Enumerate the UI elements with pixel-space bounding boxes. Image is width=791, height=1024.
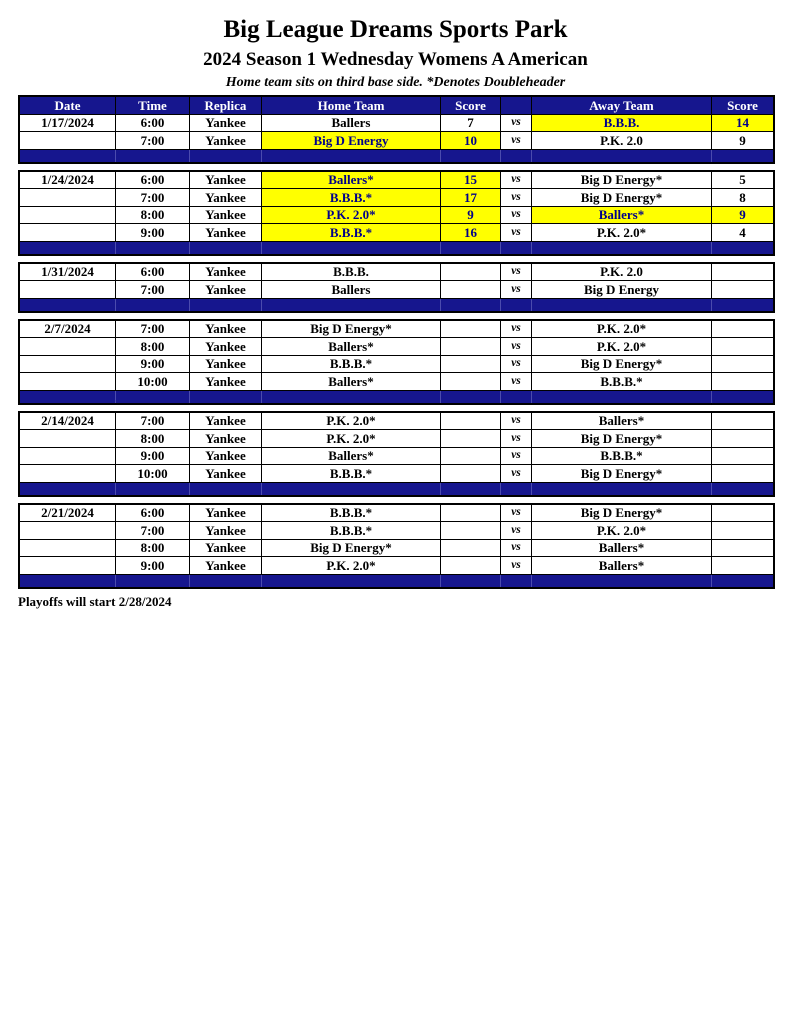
game-row xyxy=(20,413,773,431)
game-row xyxy=(20,430,773,448)
home-score-cell: 16 xyxy=(441,224,501,241)
game-row xyxy=(20,465,773,483)
away-team-cell: Big D Energy* xyxy=(532,465,712,482)
game-row xyxy=(20,281,773,299)
home-score-cell xyxy=(441,281,501,298)
game-row xyxy=(20,264,773,282)
replica-cell: Yankee xyxy=(190,281,262,298)
vs-label: vs xyxy=(501,448,532,465)
separator-cell xyxy=(532,391,712,403)
section-separator-row xyxy=(20,483,773,495)
separator-cell xyxy=(712,150,773,162)
away-score-cell: 9 xyxy=(712,207,773,224)
separator-cell xyxy=(712,391,773,403)
home-score-cell xyxy=(441,413,501,430)
vs-label: vs xyxy=(501,522,532,539)
separator-cell xyxy=(116,299,190,311)
separator-cell xyxy=(532,299,712,311)
replica-cell: Yankee xyxy=(190,465,262,482)
separator-cell xyxy=(712,299,773,311)
separator-cell xyxy=(262,150,441,162)
time-cell: 7:00 xyxy=(116,522,190,539)
time-cell: 10:00 xyxy=(116,373,190,390)
game-row xyxy=(20,505,773,523)
section-separator-row xyxy=(20,575,773,587)
away-team-cell: P.K. 2.0 xyxy=(532,264,712,281)
time-cell: 7:00 xyxy=(116,321,190,338)
away-score-cell: 4 xyxy=(712,224,773,241)
home-team-cell: Ballers xyxy=(262,115,441,132)
separator-cell xyxy=(262,391,441,403)
home-team-cell: Big D Energy* xyxy=(262,321,441,338)
away-score-cell xyxy=(712,557,773,574)
home-score-cell xyxy=(441,430,501,447)
replica-cell: Yankee xyxy=(190,189,262,206)
away-score-cell xyxy=(712,264,773,281)
page-title: Big League Dreams Sports Park xyxy=(223,16,568,43)
replica-cell: Yankee xyxy=(190,132,262,149)
home-team-cell: P.K. 2.0* xyxy=(262,207,441,224)
vs-label: vs xyxy=(501,264,532,281)
away-team-cell: P.K. 2.0* xyxy=(532,224,712,241)
date-cell: 2/21/2024 xyxy=(20,505,116,522)
away-score-cell xyxy=(712,505,773,522)
home-team-cell: Ballers* xyxy=(262,338,441,355)
home-team-cell: P.K. 2.0* xyxy=(262,430,441,447)
game-row xyxy=(20,540,773,558)
home-score-cell: 15 xyxy=(441,172,501,189)
schedule-section xyxy=(18,95,775,164)
date-cell: 1/17/2024 xyxy=(20,115,116,132)
game-row xyxy=(20,522,773,540)
col-header-home-score: Score xyxy=(441,97,501,114)
separator-cell xyxy=(262,242,441,254)
away-team-cell: B.B.B.* xyxy=(532,448,712,465)
separator-cell xyxy=(20,299,116,311)
date-cell xyxy=(20,465,116,482)
replica-cell: Yankee xyxy=(190,430,262,447)
date-cell xyxy=(20,356,116,373)
separator-cell xyxy=(501,150,532,162)
page-subtitle: 2024 Season 1 Wednesday Womens A American xyxy=(203,49,588,70)
away-score-cell xyxy=(712,540,773,557)
away-score-cell: 9 xyxy=(712,132,773,149)
away-team-cell: Ballers* xyxy=(532,540,712,557)
schedule-section xyxy=(18,503,775,589)
separator-cell xyxy=(441,483,501,495)
away-score-cell xyxy=(712,356,773,373)
time-cell: 9:00 xyxy=(116,224,190,241)
home-team-cell: B.B.B.* xyxy=(262,522,441,539)
away-score-cell xyxy=(712,465,773,482)
vs-label: vs xyxy=(501,557,532,574)
separator-cell xyxy=(262,483,441,495)
vs-label: vs xyxy=(501,505,532,522)
col-header-away-team: Away Team xyxy=(532,97,712,114)
schedule-section xyxy=(18,262,775,313)
home-team-note: Home team sits on third base side. *Denotes Doubleheader xyxy=(225,75,566,90)
time-cell: 6:00 xyxy=(116,115,190,132)
date-cell xyxy=(20,373,116,390)
section-separator-row xyxy=(20,242,773,254)
home-team-cell: B.B.B.* xyxy=(262,224,441,241)
replica-cell: Yankee xyxy=(190,448,262,465)
time-cell: 8:00 xyxy=(116,540,190,557)
vs-label: vs xyxy=(501,430,532,447)
separator-cell xyxy=(532,242,712,254)
away-score-cell xyxy=(712,321,773,338)
home-team-cell: Ballers xyxy=(262,281,441,298)
time-cell: 7:00 xyxy=(116,132,190,149)
col-header-away-score: Score xyxy=(712,97,773,114)
replica-cell: Yankee xyxy=(190,540,262,557)
playoffs-note: Playoffs will start 2/28/2024 xyxy=(18,593,172,609)
away-team-cell: Big D Energy xyxy=(532,281,712,298)
vs-label: vs xyxy=(501,207,532,224)
date-cell: 1/31/2024 xyxy=(20,264,116,281)
separator-cell xyxy=(116,242,190,254)
away-score-cell xyxy=(712,430,773,447)
vs-label: vs xyxy=(501,465,532,482)
home-team-cell: B.B.B.* xyxy=(262,356,441,373)
replica-cell: Yankee xyxy=(190,338,262,355)
separator-cell xyxy=(262,299,441,311)
separator-cell xyxy=(20,150,116,162)
separator-cell xyxy=(116,391,190,403)
home-score-cell xyxy=(441,356,501,373)
vs-label: vs xyxy=(501,281,532,298)
replica-cell: Yankee xyxy=(190,224,262,241)
away-score-cell xyxy=(712,413,773,430)
replica-cell: Yankee xyxy=(190,207,262,224)
date-cell xyxy=(20,132,116,149)
date-cell: 2/14/2024 xyxy=(20,413,116,430)
separator-cell xyxy=(190,575,262,587)
home-score-cell xyxy=(441,505,501,522)
date-cell xyxy=(20,540,116,557)
home-score-cell xyxy=(441,338,501,355)
game-row xyxy=(20,115,773,133)
replica-cell: Yankee xyxy=(190,505,262,522)
away-team-cell: Ballers* xyxy=(532,207,712,224)
separator-cell xyxy=(501,391,532,403)
away-team-cell: B.B.B.* xyxy=(532,373,712,390)
away-team-cell: Big D Energy* xyxy=(532,505,712,522)
separator-cell xyxy=(20,483,116,495)
away-team-cell: Big D Energy* xyxy=(532,356,712,373)
time-cell: 10:00 xyxy=(116,465,190,482)
separator-cell xyxy=(441,391,501,403)
game-row xyxy=(20,132,773,150)
col-header-vs xyxy=(501,97,532,114)
separator-cell xyxy=(441,299,501,311)
separator-cell xyxy=(501,299,532,311)
replica-cell: Yankee xyxy=(190,115,262,132)
separator-cell xyxy=(712,483,773,495)
separator-cell xyxy=(441,242,501,254)
away-team-cell: Big D Energy* xyxy=(532,189,712,206)
separator-cell xyxy=(190,150,262,162)
time-cell: 9:00 xyxy=(116,356,190,373)
vs-label: vs xyxy=(501,338,532,355)
vs-label: vs xyxy=(501,413,532,430)
time-cell: 6:00 xyxy=(116,264,190,281)
game-row xyxy=(20,207,773,225)
date-cell xyxy=(20,338,116,355)
away-team-cell: Big D Energy* xyxy=(532,430,712,447)
separator-cell xyxy=(190,483,262,495)
away-team-cell: Big D Energy* xyxy=(532,172,712,189)
home-score-cell xyxy=(441,540,501,557)
separator-cell xyxy=(501,575,532,587)
date-cell xyxy=(20,224,116,241)
separator-cell xyxy=(532,575,712,587)
vs-label: vs xyxy=(501,540,532,557)
date-cell: 2/7/2024 xyxy=(20,321,116,338)
col-header-date: Date xyxy=(20,97,116,114)
game-row xyxy=(20,338,773,356)
home-team-cell: B.B.B.* xyxy=(262,465,441,482)
home-score-cell xyxy=(441,373,501,390)
time-cell: 8:00 xyxy=(116,430,190,447)
game-row xyxy=(20,172,773,190)
home-score-cell: 7 xyxy=(441,115,501,132)
vs-label: vs xyxy=(501,132,532,149)
away-team-cell: B.B.B. xyxy=(532,115,712,132)
schedule-section xyxy=(18,319,775,405)
schedule-section xyxy=(18,170,775,256)
time-cell: 8:00 xyxy=(116,338,190,355)
section-separator-row xyxy=(20,150,773,162)
home-team-cell: Ballers* xyxy=(262,172,441,189)
schedule-table xyxy=(18,95,775,589)
separator-cell xyxy=(20,391,116,403)
date-cell xyxy=(20,281,116,298)
separator-cell xyxy=(712,575,773,587)
replica-cell: Yankee xyxy=(190,172,262,189)
separator-cell xyxy=(501,483,532,495)
table-header-row xyxy=(20,97,773,115)
section-separator-row xyxy=(20,391,773,403)
section-separator-row xyxy=(20,299,773,311)
date-cell xyxy=(20,448,116,465)
away-score-cell xyxy=(712,448,773,465)
home-team-cell: B.B.B. xyxy=(262,264,441,281)
replica-cell: Yankee xyxy=(190,413,262,430)
vs-label: vs xyxy=(501,172,532,189)
away-score-cell xyxy=(712,281,773,298)
separator-cell xyxy=(116,483,190,495)
home-score-cell xyxy=(441,465,501,482)
vs-label: vs xyxy=(501,321,532,338)
date-cell: 1/24/2024 xyxy=(20,172,116,189)
separator-cell xyxy=(712,242,773,254)
home-team-cell: Ballers* xyxy=(262,448,441,465)
away-score-cell xyxy=(712,338,773,355)
away-score-cell: 8 xyxy=(712,189,773,206)
game-row xyxy=(20,373,773,391)
replica-cell: Yankee xyxy=(190,522,262,539)
home-score-cell xyxy=(441,264,501,281)
game-row xyxy=(20,321,773,339)
away-score-cell: 14 xyxy=(712,115,773,132)
separator-cell xyxy=(20,242,116,254)
away-team-cell: P.K. 2.0* xyxy=(532,321,712,338)
schedule-section xyxy=(18,411,775,497)
time-cell: 9:00 xyxy=(116,557,190,574)
time-cell: 7:00 xyxy=(116,281,190,298)
game-row xyxy=(20,557,773,575)
date-cell xyxy=(20,522,116,539)
vs-label: vs xyxy=(501,373,532,390)
time-cell: 8:00 xyxy=(116,207,190,224)
separator-cell xyxy=(20,575,116,587)
separator-cell xyxy=(532,483,712,495)
separator-cell xyxy=(116,150,190,162)
home-team-cell: B.B.B.* xyxy=(262,189,441,206)
away-score-cell: 5 xyxy=(712,172,773,189)
replica-cell: Yankee xyxy=(190,557,262,574)
vs-label: vs xyxy=(501,224,532,241)
time-cell: 9:00 xyxy=(116,448,190,465)
replica-cell: Yankee xyxy=(190,356,262,373)
vs-label: vs xyxy=(501,356,532,373)
away-team-cell: P.K. 2.0 xyxy=(532,132,712,149)
home-score-cell: 9 xyxy=(441,207,501,224)
time-cell: 7:00 xyxy=(116,413,190,430)
away-team-cell: P.K. 2.0* xyxy=(532,522,712,539)
home-team-cell: P.K. 2.0* xyxy=(262,413,441,430)
home-score-cell xyxy=(441,321,501,338)
col-header-home-team: Home Team xyxy=(262,97,441,114)
col-header-replica: Replica xyxy=(190,97,262,114)
away-score-cell xyxy=(712,373,773,390)
time-cell: 6:00 xyxy=(116,172,190,189)
home-score-cell xyxy=(441,522,501,539)
home-team-cell: Ballers* xyxy=(262,373,441,390)
vs-label: vs xyxy=(501,189,532,206)
away-team-cell: Ballers* xyxy=(532,557,712,574)
home-score-cell xyxy=(441,448,501,465)
game-row xyxy=(20,224,773,242)
home-team-cell: B.B.B.* xyxy=(262,505,441,522)
date-cell xyxy=(20,557,116,574)
home-team-cell: Big D Energy xyxy=(262,132,441,149)
separator-cell xyxy=(190,299,262,311)
away-team-cell: Ballers* xyxy=(532,413,712,430)
game-row xyxy=(20,448,773,466)
replica-cell: Yankee xyxy=(190,321,262,338)
home-score-cell xyxy=(441,557,501,574)
date-cell xyxy=(20,430,116,447)
date-cell xyxy=(20,207,116,224)
game-row xyxy=(20,356,773,374)
home-score-cell: 10 xyxy=(441,132,501,149)
separator-cell xyxy=(532,150,712,162)
date-cell xyxy=(20,189,116,206)
game-row xyxy=(20,189,773,207)
separator-cell xyxy=(190,391,262,403)
home-score-cell: 17 xyxy=(441,189,501,206)
separator-cell xyxy=(501,242,532,254)
vs-label: vs xyxy=(501,115,532,132)
separator-cell xyxy=(190,242,262,254)
time-cell: 6:00 xyxy=(116,505,190,522)
separator-cell xyxy=(116,575,190,587)
replica-cell: Yankee xyxy=(190,373,262,390)
away-score-cell xyxy=(712,522,773,539)
col-header-time: Time xyxy=(116,97,190,114)
home-team-cell: Big D Energy* xyxy=(262,540,441,557)
away-team-cell: P.K. 2.0* xyxy=(532,338,712,355)
separator-cell xyxy=(262,575,441,587)
home-team-cell: P.K. 2.0* xyxy=(262,557,441,574)
separator-cell xyxy=(441,575,501,587)
time-cell: 7:00 xyxy=(116,189,190,206)
separator-cell xyxy=(441,150,501,162)
replica-cell: Yankee xyxy=(190,264,262,281)
